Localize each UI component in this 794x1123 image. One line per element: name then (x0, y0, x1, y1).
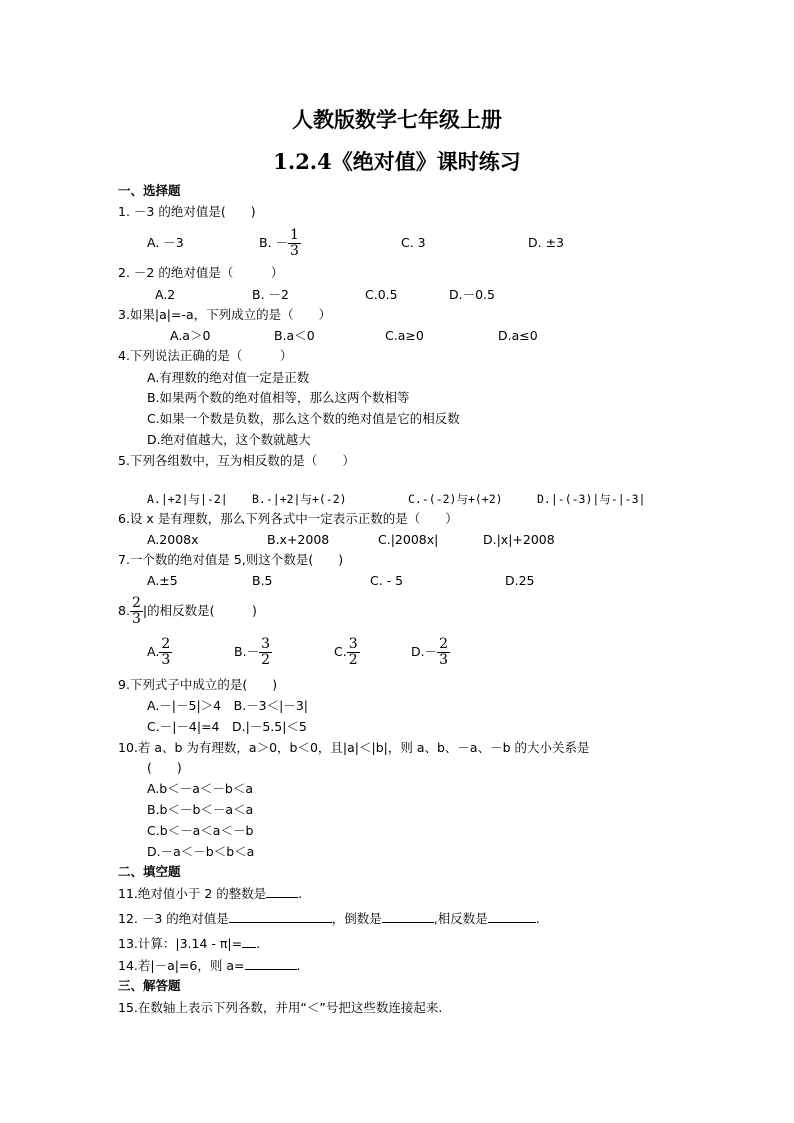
q8-b-denominator: 2 (261, 652, 270, 668)
q3-option-a: A.a＞0 (170, 328, 211, 343)
q3-option-d: D.a≤0 (498, 328, 538, 343)
q8-option-b-prefix: B.－ (234, 644, 260, 659)
q8-b-numerator: 3 (261, 636, 270, 652)
q5-stem: 5.下列各组数中，互为相反数的是（ ） (118, 453, 355, 468)
q8-option-c-fraction (347, 637, 360, 668)
q14-end: . (296, 958, 301, 973)
q5-option-d: D.|-(-3)|与-|-3| (537, 492, 646, 506)
q3-stem: 3.如果|a|=-a，下列成立的是（ ） (118, 307, 332, 322)
q1-b-denominator: 3 (290, 243, 299, 259)
q9-stem: 9.下列式子中成立的是( ) (118, 677, 278, 692)
q8-denominator: 3 (131, 611, 141, 627)
q12-opposite-blank[interactable] (488, 910, 536, 923)
q6-option-d: D.|x|+2008 (483, 532, 555, 547)
q8-option-d (411, 633, 450, 671)
q8-c-denominator: 2 (348, 652, 358, 668)
q2-option-c: C.0.5 (365, 287, 398, 302)
q8-a-numerator: 2 (161, 636, 171, 652)
q8-d-numerator: 2 (439, 636, 449, 652)
q1-option-b (259, 226, 301, 260)
page-subtitle: 1.2.4《绝对值》课时练习 (273, 149, 521, 174)
section-fill-blank: 二、填空题 (118, 864, 181, 879)
q12-end: . (535, 911, 540, 926)
q10-paren: ( ) (147, 760, 182, 775)
q2-option-a: A.2 (155, 287, 176, 302)
q2-stem: 2. －2 的绝对值是（ ） (118, 265, 284, 280)
q8-stem (118, 592, 257, 630)
q8-option-b-fraction (259, 637, 272, 668)
q4-option-a: A.有理数的绝对值一定是正数 (147, 370, 310, 385)
q4-option-b: B.如果两个数的绝对值相等，那么这两个数相等 (147, 390, 410, 405)
q7-option-d: D.25 (505, 573, 535, 588)
q6-stem: 6.设 x 是有理数，那么下列各式中一定表示正数的是（ ） (118, 511, 458, 526)
q3-option-c: C.a≥0 (385, 328, 424, 343)
q5-option-c: C.-(-2)与+(+2) (408, 492, 503, 506)
q5-option-a: A.|+2|与|-2| (147, 492, 228, 506)
section-answer: 三、解答题 (118, 978, 181, 993)
q11-stem: 11.绝对值小于 2 的整数是 (118, 886, 267, 901)
q11-answer-blank[interactable] (266, 885, 298, 898)
q8-option-a-fraction (159, 637, 172, 668)
q8-option-c-prefix: C. (334, 644, 347, 659)
q8-fraction (130, 596, 143, 627)
q10-stem: 10.若 a、b 为有理数，a＞0，b＜0，且|a|＜|b|，则 a、b、－a、－b 的大小关系是 (118, 740, 590, 755)
q6-option-c: C.|2008x| (378, 532, 439, 547)
q2-option-d: D.－0.5 (449, 287, 495, 302)
q12-mid2: ,相反数是 (433, 911, 488, 926)
q8-c-numerator: 3 (348, 636, 358, 652)
q14-answer-blank[interactable] (245, 957, 297, 970)
q10-option-b: B.b＜－b＜－a＜a (147, 802, 254, 817)
q13-end: . (256, 936, 261, 951)
q1-b-numerator: 1 (290, 227, 299, 243)
q11 (118, 885, 302, 902)
q3-option-b: B.a＜0 (274, 328, 315, 343)
q6-option-b: B.x+2008 (267, 532, 330, 547)
q8-option-a-prefix: A. (147, 644, 160, 659)
page-title: 人教版数学七年级上册 (292, 107, 502, 132)
q14-stem: 14.若|－a|=6，则 a= (118, 958, 245, 973)
q7-option-c: C. - 5 (370, 573, 404, 588)
q4-stem: 4.下列说法正确的是（ ） (118, 348, 293, 363)
q8-option-d-prefix: D.－ (411, 644, 438, 659)
q8-option-a (147, 633, 172, 671)
q9-options-ab: A.－|－5|＞4 B.－3＜|－3| (147, 698, 309, 713)
q1-stem: 1. －3 的绝对值是( ) (118, 204, 256, 219)
q7-option-a: A.±5 (147, 573, 178, 588)
q12-mid1: ，倒数是 (331, 911, 382, 926)
q12-abs-blank[interactable] (229, 910, 332, 923)
q1-option-b-fraction (288, 228, 301, 259)
q12 (118, 910, 540, 927)
q10-option-c: C.b＜－a＜a＜－b (147, 823, 254, 838)
q1-option-d: D. ±3 (528, 235, 564, 250)
q4-option-c: C.如果一个数是负数，那么这个数的绝对值是它的相反数 (147, 411, 460, 426)
q13-answer-blank[interactable] (242, 935, 256, 948)
q8-option-b (234, 633, 272, 671)
q13-stem: 13.计算：|3.14 - π|= (118, 936, 243, 951)
q1-option-c: C. 3 (401, 235, 426, 250)
q8-d-denominator: 3 (439, 652, 449, 668)
q9-options-cd: C.－|－4|=4 D.|－5.5|＜5 (147, 719, 307, 734)
q8-option-c (334, 633, 360, 671)
q8-stem-suffix: |的相反数是( ) (142, 603, 257, 618)
q8-option-d-fraction (437, 637, 450, 668)
q10-option-d: D.－a＜－b＜b＜a (147, 844, 255, 859)
q11-end: . (298, 886, 303, 901)
q7-stem: 7.一个数的绝对值是 5,则这个数是( ) (118, 552, 344, 567)
q14 (118, 957, 300, 974)
q4-option-d: D.绝对值越大，这个数就越大 (147, 432, 311, 447)
q12-reciprocal-blank[interactable] (382, 910, 434, 923)
q10-option-a: A.b＜－a＜－b＜a (147, 781, 253, 796)
q5-option-b: B.-|+2|与+(-2) (252, 492, 347, 506)
q1-option-a: A. －3 (147, 235, 184, 250)
q6-option-a: A.2008x (147, 532, 199, 547)
q1-option-b-prefix: B. － (259, 235, 289, 250)
q8-numerator: 2 (131, 595, 141, 611)
q13 (118, 935, 260, 952)
q7-option-b: B.5 (252, 573, 273, 588)
q15-stem: 15.在数轴上表示下列各数，并用“＜”号把这些数连接起来. (118, 1000, 443, 1015)
q8-a-denominator: 3 (161, 652, 171, 668)
q12-stem: 12. －3 的绝对值是 (118, 911, 229, 926)
section-choice: 一、选择题 (118, 183, 181, 198)
q8-number: 8. (118, 603, 130, 618)
q2-option-b: B. －2 (252, 287, 289, 302)
